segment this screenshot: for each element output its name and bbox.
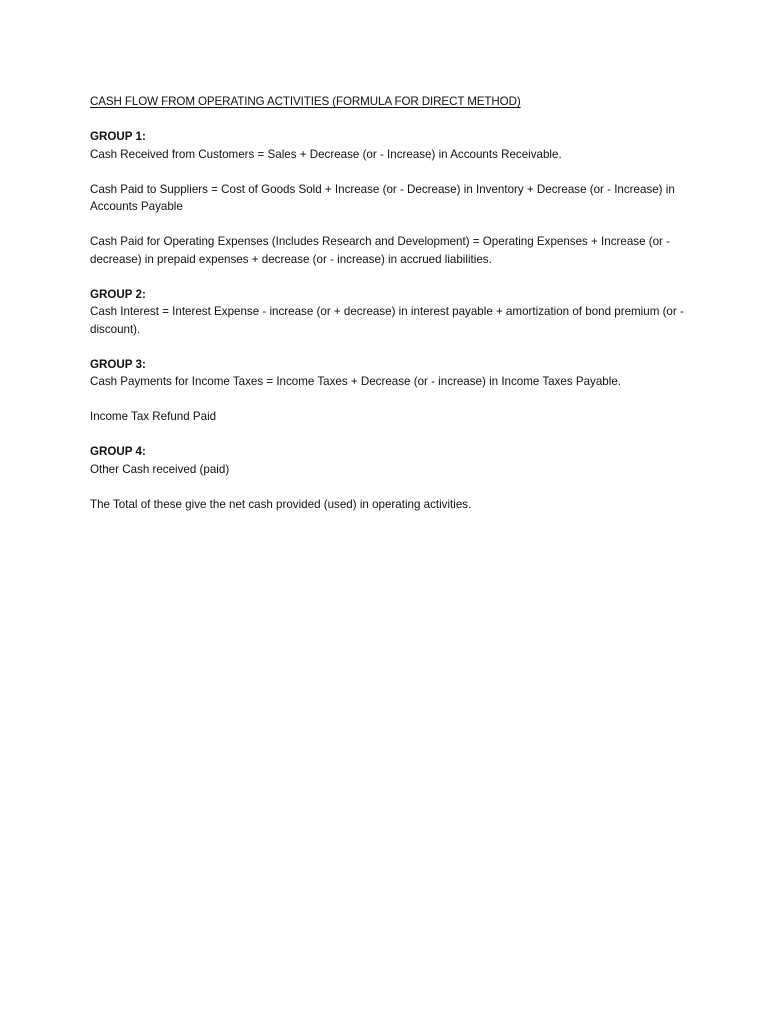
- cash-paid-suppliers-paragraph: [90, 181, 690, 216]
- cash-interest-formula: Cash Interest = Interest Expense - increase (or + decrease) in interest payable + amortization of bond premium (or - discount).: [90, 305, 684, 336]
- group-1-heading: GROUP 1:: [90, 130, 146, 143]
- conclusion-paragraph: [90, 496, 690, 514]
- group-4-heading: GROUP 4:: [90, 445, 146, 458]
- group-3-heading: GROUP 3:: [90, 357, 146, 371]
- cash-paid-suppliers-formula: Cash Paid to Suppliers = Cost of Goods Sold + Increase (or - Decrease) in Inventory + Decrease (or - Increase) in Accounts Payable: [90, 182, 675, 213]
- group-3-section: [90, 356, 690, 391]
- conclusion-text: The Total of these give the net cash provided (used) in operating activities.: [90, 497, 472, 511]
- group-2-section: [90, 286, 690, 339]
- income-tax-refund-text: Income Tax Refund Paid: [90, 410, 217, 423]
- cash-paid-operating-formula: Cash Paid for Operating Expenses (Includes Research and Development) = Operating Expenses + Increase (or - decrease) in prepaid expenses + decrease (or - increase) in accrued liabilities.: [90, 235, 670, 266]
- income-tax-refund-paragraph: [90, 408, 690, 426]
- cash-received-formula: Cash Received from Customers = Sales + Decrease (or - Increase) in Accounts Receivable.: [90, 147, 562, 161]
- document-title: CASH FLOW FROM OPERATING ACTIVITIES (FORMULA FOR DIRECT METHOD): [90, 95, 521, 108]
- cash-paid-operating-paragraph: [90, 233, 690, 268]
- cash-income-taxes-formula: Cash Payments for Income Taxes = Income Taxes + Decrease (or - increase) in Income Taxes Payable.: [90, 375, 621, 388]
- group-4-section: [90, 443, 690, 478]
- document-body: [90, 93, 690, 531]
- group-2-heading: GROUP 2:: [90, 287, 146, 301]
- other-cash-text: Other Cash received (paid): [90, 462, 230, 476]
- group-1-section: [90, 128, 690, 163]
